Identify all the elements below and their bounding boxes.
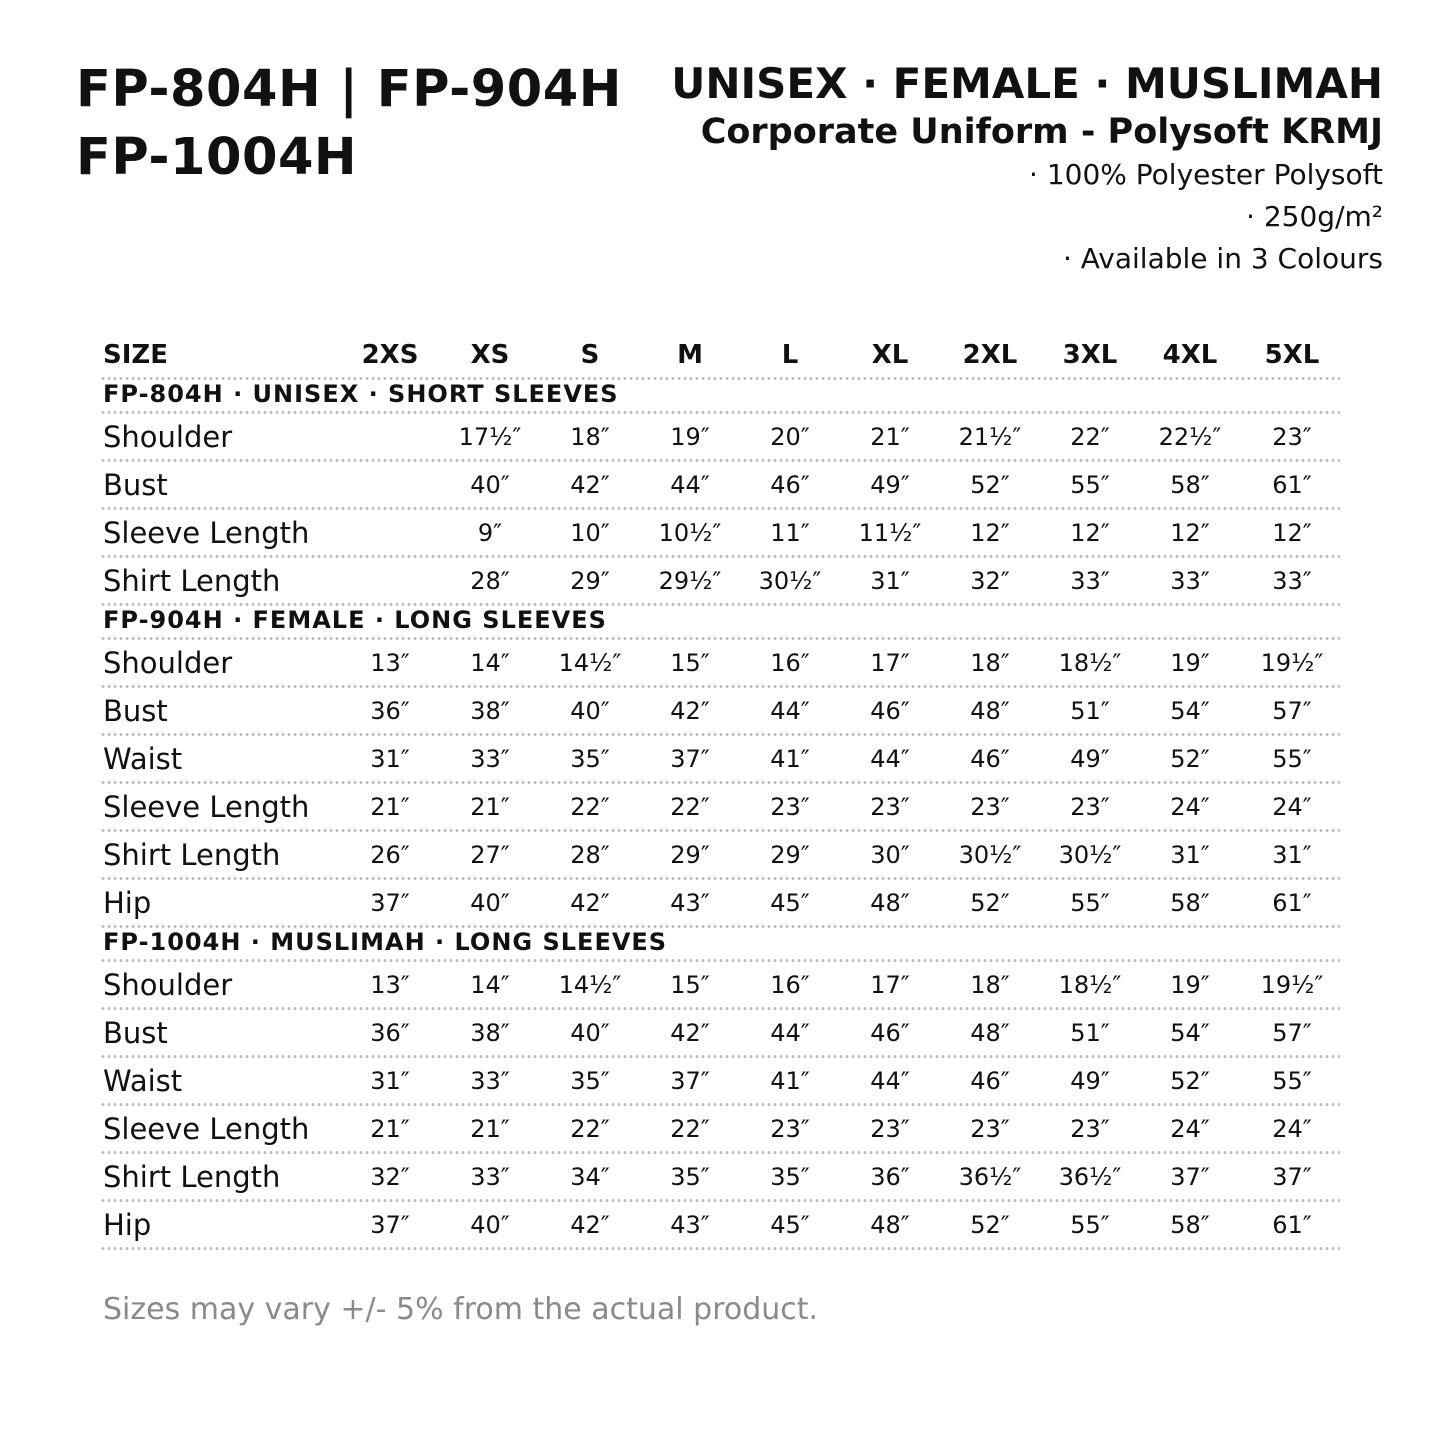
measurement-value: 18″ xyxy=(570,423,610,451)
table-row xyxy=(100,784,1340,832)
measurement-value: 21″ xyxy=(470,793,510,821)
measurement-value: 30″ xyxy=(870,841,910,869)
measurement-label: Shoulder xyxy=(103,646,233,680)
measurement-label: Shirt Length xyxy=(103,838,281,872)
measurement-value: 29½″ xyxy=(658,567,722,595)
size-header-3xl: 3XL xyxy=(1062,340,1118,370)
measurement-label: Bust xyxy=(103,1016,168,1050)
measurement-value: 46″ xyxy=(870,1019,910,1047)
measurement-value: 23″ xyxy=(770,793,810,821)
measurement-value: 48″ xyxy=(970,1019,1010,1047)
table-row xyxy=(100,414,1340,462)
measurement-value: 21½″ xyxy=(958,423,1022,451)
measurement-value: 43″ xyxy=(670,1211,710,1239)
section-title: FP-804H · UNISEX · SHORT SLEEVES xyxy=(103,380,619,408)
measurement-value: 54″ xyxy=(1170,697,1210,725)
measurement-value: 36½″ xyxy=(958,1163,1022,1191)
measurement-value: 17″ xyxy=(870,649,910,677)
measurement-value: 49″ xyxy=(1070,745,1110,773)
measurement-value: 36½″ xyxy=(1058,1163,1122,1191)
table-row xyxy=(100,688,1340,736)
measurement-value: 48″ xyxy=(870,1211,910,1239)
measurement-value: 29″ xyxy=(570,567,610,595)
measurement-value: 22″ xyxy=(1070,423,1110,451)
measurement-label: Sleeve Length xyxy=(103,1112,310,1146)
measurement-value: 24″ xyxy=(1272,1115,1312,1143)
measurement-value: 57″ xyxy=(1272,1019,1312,1047)
measurement-value: 19½″ xyxy=(1260,649,1324,677)
measurement-value: 14½″ xyxy=(558,971,622,999)
measurement-value: 15″ xyxy=(670,649,710,677)
size-chart-table xyxy=(100,332,1340,1250)
product-info xyxy=(671,58,1383,280)
measurement-value: 21″ xyxy=(370,1115,410,1143)
measurement-value: 52″ xyxy=(1170,745,1210,773)
measurement-value: 30½″ xyxy=(958,841,1022,869)
table-row xyxy=(100,1202,1340,1250)
measurement-value: 37″ xyxy=(670,1067,710,1095)
measurement-value: 61″ xyxy=(1272,1211,1312,1239)
measurement-value: 61″ xyxy=(1272,471,1312,499)
measurement-value: 23″ xyxy=(970,1115,1010,1143)
measurement-value: 21″ xyxy=(470,1115,510,1143)
measurement-value: 23″ xyxy=(1272,423,1312,451)
measurement-value: 61″ xyxy=(1272,889,1312,917)
measurement-value: 54″ xyxy=(1170,1019,1210,1047)
measurement-value: 38″ xyxy=(470,1019,510,1047)
size-header-xs: XS xyxy=(470,340,510,370)
measurement-value: 46″ xyxy=(770,471,810,499)
measurement-value: 18″ xyxy=(970,971,1010,999)
measurement-value: 42″ xyxy=(570,1211,610,1239)
measurement-label: Bust xyxy=(103,468,168,502)
product-codes-line-2: FP-1004H xyxy=(76,128,358,187)
measurement-value: 15″ xyxy=(670,971,710,999)
size-header-5xl: 5XL xyxy=(1264,340,1320,370)
measurement-value: 45″ xyxy=(770,889,810,917)
measurement-value: 40″ xyxy=(470,1211,510,1239)
size-header-label: SIZE xyxy=(103,340,169,370)
measurement-value: 20″ xyxy=(770,423,810,451)
measurement-value: 23″ xyxy=(870,1115,910,1143)
measurement-value: 42″ xyxy=(670,1019,710,1047)
product-codes-line-1: FP-804H | FP-904H xyxy=(76,60,622,119)
table-row xyxy=(100,880,1340,928)
measurement-label: Hip xyxy=(103,1208,152,1242)
table-row xyxy=(100,510,1340,558)
measurement-value: 55″ xyxy=(1272,1067,1312,1095)
measurement-value: 12″ xyxy=(1170,519,1210,547)
measurement-value: 37″ xyxy=(1170,1163,1210,1191)
measurement-value: 38″ xyxy=(470,697,510,725)
measurement-value: 16″ xyxy=(770,971,810,999)
measurement-value: 19″ xyxy=(670,423,710,451)
product-codes xyxy=(76,56,622,192)
measurement-value: 52″ xyxy=(970,471,1010,499)
measurement-value: 11″ xyxy=(770,519,810,547)
measurement-value: 28″ xyxy=(470,567,510,595)
measurement-value: 33″ xyxy=(470,745,510,773)
measurement-value: 9″ xyxy=(477,519,503,547)
measurement-value xyxy=(340,462,440,510)
size-header-m: M xyxy=(677,340,703,370)
measurement-value: 24″ xyxy=(1170,1115,1210,1143)
measurement-value: 51″ xyxy=(1070,697,1110,725)
measurement-value: 46″ xyxy=(870,697,910,725)
measurement-value: 41″ xyxy=(770,745,810,773)
measurement-value: 22″ xyxy=(570,793,610,821)
measurement-value: 23″ xyxy=(1070,1115,1110,1143)
measurement-value xyxy=(340,414,440,462)
measurement-value: 44″ xyxy=(770,697,810,725)
measurement-label: Sleeve Length xyxy=(103,516,310,550)
measurement-value: 27″ xyxy=(470,841,510,869)
measurement-value: 37″ xyxy=(370,889,410,917)
measurement-value: 31″ xyxy=(1272,841,1312,869)
measurement-value: 22″ xyxy=(670,1115,710,1143)
measurement-value: 46″ xyxy=(970,1067,1010,1095)
measurement-label: Hip xyxy=(103,886,152,920)
measurement-value: 18½″ xyxy=(1058,971,1122,999)
measurement-value: 34″ xyxy=(570,1163,610,1191)
measurement-value: 14″ xyxy=(470,971,510,999)
measurement-value: 37″ xyxy=(370,1211,410,1239)
measurement-value: 31″ xyxy=(870,567,910,595)
product-subtitle: Corporate Uniform - Polysoft KRMJ xyxy=(700,112,1383,152)
measurement-value: 55″ xyxy=(1070,1211,1110,1239)
table-row xyxy=(100,1106,1340,1154)
section-heading-row xyxy=(100,928,1340,962)
measurement-value: 35″ xyxy=(770,1163,810,1191)
measurement-value: 40″ xyxy=(570,1019,610,1047)
measurement-label: Waist xyxy=(103,1064,183,1098)
measurement-value: 37″ xyxy=(670,745,710,773)
measurement-value: 23″ xyxy=(1070,793,1110,821)
measurement-value: 29″ xyxy=(770,841,810,869)
measurement-value: 55″ xyxy=(1070,889,1110,917)
measurement-value: 28″ xyxy=(570,841,610,869)
measurement-value: 23″ xyxy=(870,793,910,821)
measurement-value: 16″ xyxy=(770,649,810,677)
size-header-xl: XL xyxy=(871,340,909,370)
measurement-value: 31″ xyxy=(370,1067,410,1095)
measurement-value: 36″ xyxy=(370,697,410,725)
measurement-value: 48″ xyxy=(970,697,1010,725)
audience-title: UNISEX · FEMALE · MUSLIMAH xyxy=(671,59,1383,108)
measurement-value: 33″ xyxy=(1170,567,1210,595)
measurement-value: 35″ xyxy=(670,1163,710,1191)
measurement-label: Shirt Length xyxy=(103,564,281,598)
measurement-value: 12″ xyxy=(1070,519,1110,547)
measurement-value: 12″ xyxy=(1272,519,1312,547)
measurement-value: 40″ xyxy=(570,697,610,725)
measurement-label: Shoulder xyxy=(103,968,233,1002)
measurement-value: 35″ xyxy=(570,1067,610,1095)
measurement-value: 55″ xyxy=(1272,745,1312,773)
measurement-value: 10″ xyxy=(570,519,610,547)
table-row xyxy=(100,1058,1340,1106)
measurement-value: 14″ xyxy=(470,649,510,677)
measurement-value: 11½″ xyxy=(858,519,922,547)
measurement-value: 33″ xyxy=(470,1163,510,1191)
measurement-value: 41″ xyxy=(770,1067,810,1095)
measurement-value: 22″ xyxy=(670,793,710,821)
measurement-value: 42″ xyxy=(570,471,610,499)
measurement-value: 46″ xyxy=(970,745,1010,773)
measurement-value: 21″ xyxy=(870,423,910,451)
measurement-value: 51″ xyxy=(1070,1019,1110,1047)
measurement-value: 36″ xyxy=(370,1019,410,1047)
measurement-value: 33″ xyxy=(1272,567,1312,595)
measurement-value: 37″ xyxy=(1272,1163,1312,1191)
measurement-value: 42″ xyxy=(670,697,710,725)
measurement-value xyxy=(340,558,440,606)
measurement-value: 58″ xyxy=(1170,889,1210,917)
measurement-value: 40″ xyxy=(470,471,510,499)
measurement-value: 24″ xyxy=(1272,793,1312,821)
measurement-value: 33″ xyxy=(470,1067,510,1095)
table-row xyxy=(100,962,1340,1010)
section-title: FP-1004H · MUSLIMAH · LONG SLEEVES xyxy=(103,928,668,956)
table-row xyxy=(100,558,1340,606)
measurement-value: 10½″ xyxy=(658,519,722,547)
measurement-value: 18½″ xyxy=(1058,649,1122,677)
measurement-value: 57″ xyxy=(1272,697,1312,725)
section-heading-row xyxy=(100,380,1340,414)
measurement-value: 19″ xyxy=(1170,649,1210,677)
section-title: FP-904H · FEMALE · LONG SLEEVES xyxy=(103,606,607,634)
measurement-value: 52″ xyxy=(970,1211,1010,1239)
table-row xyxy=(100,462,1340,510)
measurement-value: 33″ xyxy=(1070,567,1110,595)
measurement-value: 58″ xyxy=(1170,1211,1210,1239)
table-row xyxy=(100,1154,1340,1202)
measurement-value: 22½″ xyxy=(1158,423,1222,451)
measurement-value: 29″ xyxy=(670,841,710,869)
measurement-value: 58″ xyxy=(1170,471,1210,499)
measurement-value: 49″ xyxy=(1070,1067,1110,1095)
measurement-value: 12″ xyxy=(970,519,1010,547)
measurement-value: 35″ xyxy=(570,745,610,773)
measurement-value: 23″ xyxy=(970,793,1010,821)
measurement-value: 13″ xyxy=(370,971,410,999)
size-header-l: L xyxy=(781,340,799,370)
table-row xyxy=(100,1010,1340,1058)
spec-material: · 100% Polyester Polysoft xyxy=(1029,158,1383,191)
measurement-value: 49″ xyxy=(870,471,910,499)
measurement-value: 26″ xyxy=(370,841,410,869)
table-row xyxy=(100,736,1340,784)
spec-weight: · 250g/m² xyxy=(1246,200,1383,233)
measurement-value: 19½″ xyxy=(1260,971,1324,999)
measurement-value: 31″ xyxy=(370,745,410,773)
measurement-value: 14½″ xyxy=(558,649,622,677)
measurement-value: 55″ xyxy=(1070,471,1110,499)
measurement-value: 52″ xyxy=(1170,1067,1210,1095)
measurement-value: 22″ xyxy=(570,1115,610,1143)
size-header-row xyxy=(100,332,1340,380)
measurement-value: 23″ xyxy=(770,1115,810,1143)
measurement-value: 31″ xyxy=(1170,841,1210,869)
measurement-value: 24″ xyxy=(1170,793,1210,821)
measurement-value: 18″ xyxy=(970,649,1010,677)
measurement-value: 44″ xyxy=(870,1067,910,1095)
measurement-value: 13″ xyxy=(370,649,410,677)
table-row xyxy=(100,640,1340,688)
measurement-label: Bust xyxy=(103,694,168,728)
measurement-value: 17″ xyxy=(870,971,910,999)
measurement-value: 30½″ xyxy=(1058,841,1122,869)
measurement-value: 32″ xyxy=(370,1163,410,1191)
size-header-s: S xyxy=(580,340,600,370)
measurement-value: 30½″ xyxy=(758,567,822,595)
measurement-label: Waist xyxy=(103,742,183,776)
measurement-value: 44″ xyxy=(770,1019,810,1047)
spec-colours: · Available in 3 Colours xyxy=(1062,242,1383,275)
measurement-value: 17½″ xyxy=(458,423,522,451)
table-row xyxy=(100,832,1340,880)
footnote: Sizes may vary +/- 5% from the actual product. xyxy=(103,1292,819,1327)
measurement-value: 21″ xyxy=(370,793,410,821)
measurement-value: 40″ xyxy=(470,889,510,917)
measurement-value: 45″ xyxy=(770,1211,810,1239)
measurement-value: 52″ xyxy=(970,889,1010,917)
measurement-value: 32″ xyxy=(970,567,1010,595)
measurement-value: 36″ xyxy=(870,1163,910,1191)
measurement-label: Sleeve Length xyxy=(103,790,310,824)
measurement-label: Shoulder xyxy=(103,420,233,454)
measurement-value: 48″ xyxy=(870,889,910,917)
size-header-2xl: 2XL xyxy=(962,340,1018,370)
size-header-4xl: 4XL xyxy=(1162,340,1218,370)
measurement-value: 44″ xyxy=(870,745,910,773)
measurement-value xyxy=(340,510,440,558)
size-header-2xs: 2XS xyxy=(361,340,419,370)
section-heading-row xyxy=(100,606,1340,640)
measurement-value: 44″ xyxy=(670,471,710,499)
measurement-label: Shirt Length xyxy=(103,1160,281,1194)
measurement-value: 19″ xyxy=(1170,971,1210,999)
measurement-value: 42″ xyxy=(570,889,610,917)
measurement-value: 43″ xyxy=(670,889,710,917)
